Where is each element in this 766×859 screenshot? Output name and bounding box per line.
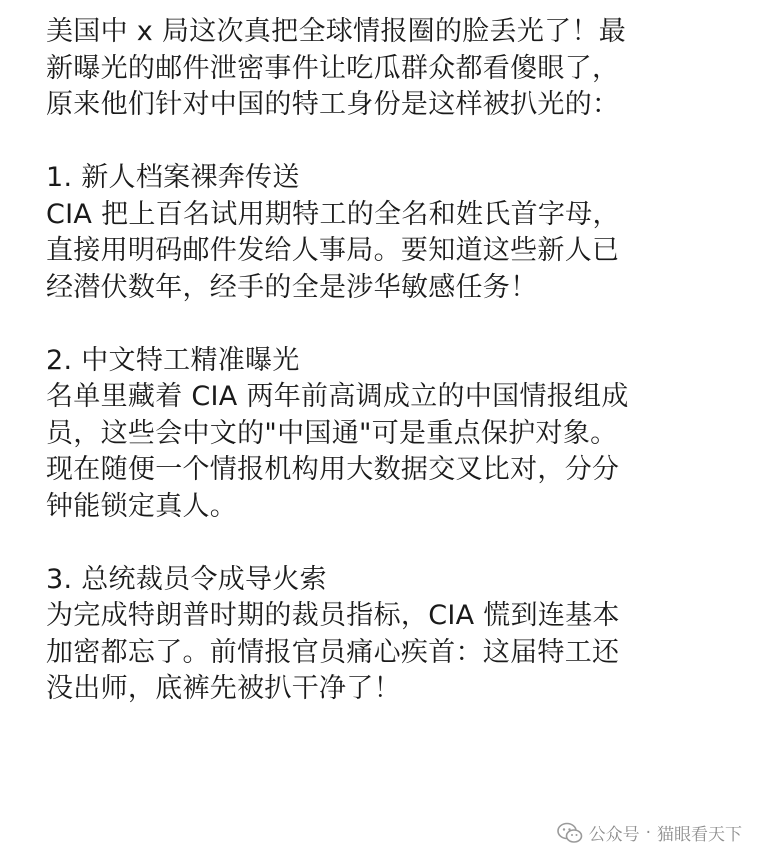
section-3 xyxy=(46,562,746,708)
section-line: 钟能锁定真人。 xyxy=(46,490,238,522)
section-heading: 3. 总统裁员令成导火索 xyxy=(46,563,327,595)
post-intro xyxy=(46,14,746,124)
section-line: 经潜伏数年，经手的全是涉华敏感任务！ xyxy=(46,271,538,303)
section-1 xyxy=(46,160,746,306)
section-line: 现在随便一个情报机构用大数据交叉比对，分分 xyxy=(46,454,620,485)
intro-line: 新曝光的邮件泄密事件让吃瓜群众都看傻眼了， xyxy=(46,52,620,84)
section-line: 名单里藏着 CIA 两年前高调成立的中国情报组成 xyxy=(46,381,629,412)
watermark-account: 猫眼看天下 xyxy=(657,825,742,845)
paragraph-gap xyxy=(46,525,746,562)
section-2 xyxy=(46,343,746,526)
watermark-separator: · xyxy=(645,822,651,843)
section-line: 加密都忘了。前情报官员痛心疾首：这届特工还 xyxy=(46,636,620,668)
section-heading: 2. 中文特工精准曝光 xyxy=(46,344,300,376)
paragraph-gap xyxy=(46,306,746,343)
section-line: 员，这些会中文的"中国通"可是重点保护对象。 xyxy=(46,417,618,449)
section-heading: 1. 新人档案裸奔传送 xyxy=(46,162,300,193)
section-line: 为完成特朗普时期的裁员指标，CIA 慌到连基本 xyxy=(46,600,620,631)
intro-line: 美国中 x 局这次真把全球情报圈的脸丢光了！最 xyxy=(46,16,627,47)
section-line: CIA 把上百名试用期特工的全名和姓氏首字母， xyxy=(46,198,620,230)
wechat-icon xyxy=(557,822,583,844)
post-body xyxy=(46,14,746,708)
wechat-watermark xyxy=(557,820,742,845)
paragraph-gap xyxy=(46,124,746,161)
intro-line: 原来他们针对中国的特工身份是这样被扒光的： xyxy=(46,89,620,120)
section-line: 直接用明码邮件发给人事局。要知道这些新人已 xyxy=(46,235,620,266)
watermark-source: 公众号 xyxy=(588,825,640,845)
section-line: 没出师，底裤先被扒干净了！ xyxy=(46,673,401,704)
